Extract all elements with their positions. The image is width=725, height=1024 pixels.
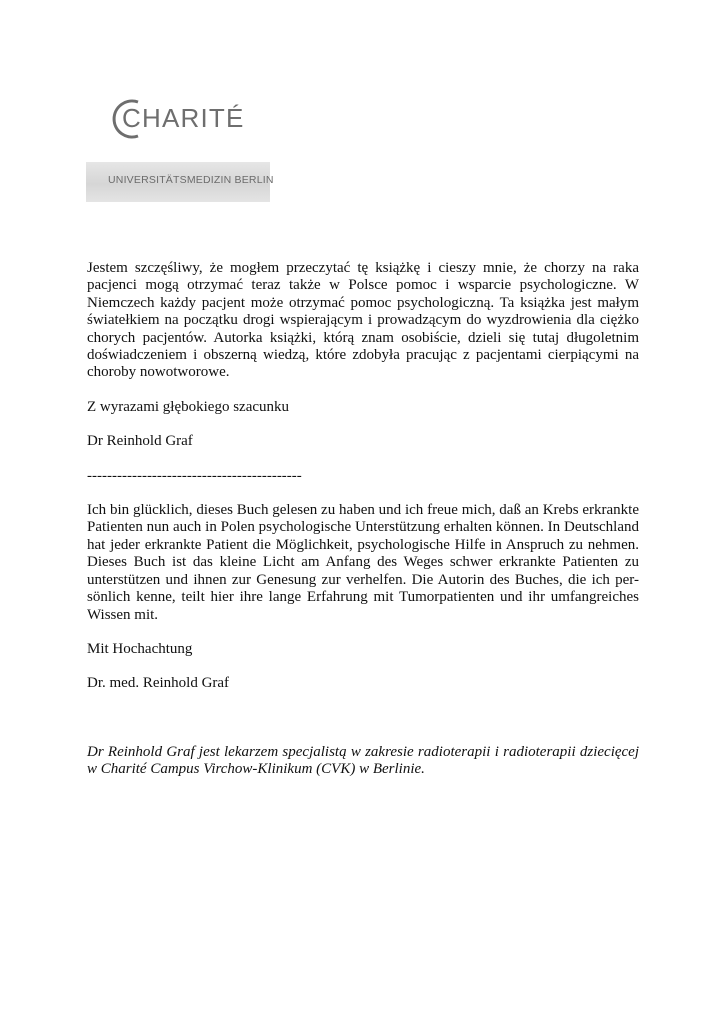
- polish-letter-signature: Dr Reinhold Graf: [87, 433, 193, 450]
- author-note: Dr Reinhold Graf jest lekarzem specjalistą w zakresie radioterapii i radioterapii dziecięcej w Charité Campus Virchow-Klinikum (CVK) w Berlinie.: [87, 743, 639, 778]
- polish-letter-body: Jestem szczęśliwy, że mogłem przeczytać tę książkę i cieszy mnie, że chorzy na raka pacjenci mogą otrzymać teraz także w Polsce pomoc i wsparcie psychologiczne. W Niemczech każdy pacjent może otrzymać pomoc psychologiczną. Ta książka jest małym światełkiem na początku drogi wspierającym i prowadzącym do wyzdrowienia dla ciężko chorych pacjentów. Autorka książki, którą znam osobiście, dzieli się tutaj długoletnim doświadczeniem i obszerną wiedzą, które zdobyła pracując z pacjentami cierpiącymi na choroby nowotworowe.: [87, 260, 639, 381]
- logo-subtitle: UNIVERSITÄTSMEDIZIN BERLIN: [108, 174, 274, 186]
- section-separator: -------------------------------------------: [87, 467, 302, 484]
- letter-content: [87, 260, 639, 779]
- german-letter-closing: Mit Hochachtung: [87, 640, 193, 657]
- polish-letter-closing: Z wyrazami głębokiego szacunku: [87, 398, 290, 415]
- logo-wordmark: [110, 96, 270, 146]
- german-letter-body: Ich bin glücklich, dieses Buch gelesen zu haben und ich freue mich, daß an Krebs erkrankte Patienten nun auch in Polen psychologische Unterstützung erhalten können. In Deutschland hat jeder erkrankte Patient die Möglichkeit, psychologische Hilfe in Anspruch zu nehmen. Dieses Buch ist das kleine Licht am Anfang des Weges schwer erkrankte Patienten zu unterstützen und ihnen zur Genesung zur verhelfen. Die Autorin des Buches, die ich per-sönlich kenne, teilt hier ihre lange Erfahrung mit Tumorpatienten und ihr umfangreiches Wissen mit.: [87, 502, 639, 623]
- charite-logo: [86, 92, 274, 202]
- german-letter-signature: Dr. med. Reinhold Graf: [87, 675, 230, 692]
- logo-subtitle-band: [86, 162, 274, 202]
- logo-brand-text: CHARITÉ: [122, 103, 245, 133]
